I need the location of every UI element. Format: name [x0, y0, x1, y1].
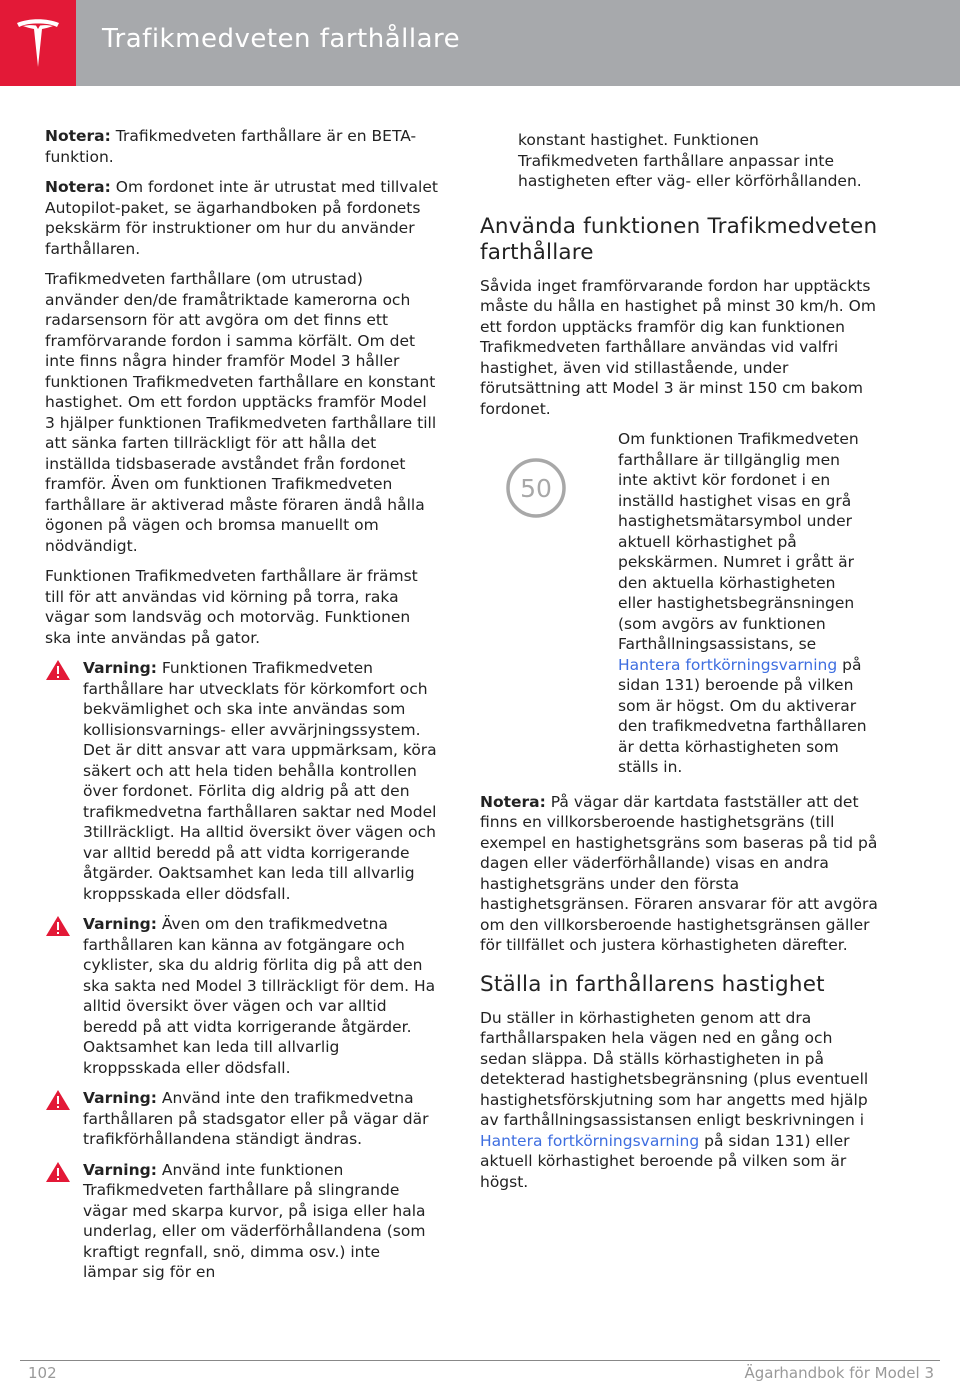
footer-divider — [20, 1360, 940, 1361]
warning-text: Använd inte funktionen Trafikmedveten farthållare på slingrande vägar med skarpa kurvor, på isiga eller hala underlag, eller om väderförhållandena (som kraftigt regnfall, snö, dimma osv.) inte lämpar sig för en — [83, 1160, 426, 1281]
warning-block — [45, 914, 440, 1078]
warning-label: Varning: — [83, 915, 157, 933]
manual-title: Ägarhandbok för Model 3 — [744, 1364, 934, 1382]
warning-block — [45, 1160, 440, 1283]
page-number: 102 — [28, 1364, 57, 1382]
speeding-warning-link[interactable]: Hantera fortkörningsvarning — [480, 1131, 700, 1150]
note-text: Om fordonet inte är utrustat med tillvalet Autopilot-paket, se ägarhandboken på fordonets pekskärm för instruktioner om hur du använder farthållaren. — [45, 178, 438, 258]
note-label: Notera: — [45, 127, 111, 145]
warning-label: Varning: — [83, 659, 157, 677]
set-speed-paragraph: Du ställer in körhastigheten genom att dra farthållarspaken hela vägen ned en gång och sedan släppa. Då ställs körhastigheten in på detekterad hastighetsbegränsning (plus eventuell hastighetsförskjutning som har angetts med hjälp av farthållningsassistansen enligt beskrivningen i Hantera fortkörningsvarning på sidan 131) eller aktuell körhastighet beroende på vilken som är högst. — [480, 1008, 869, 1191]
section-heading-using: Använda funktionen Trafikmedveten farthållare — [480, 213, 878, 265]
page-header — [0, 0, 960, 86]
warning-text: Använd inte den trafikmedvetna farthållaren på stadsgator eller på vägar där trafikförhållandena ständigt ändras. — [83, 1089, 429, 1148]
speed-indicator-block — [480, 429, 880, 778]
page-title: Trafikmedveten farthållare — [102, 24, 461, 54]
warning-label: Varning: — [83, 1089, 157, 1107]
right-column — [480, 130, 880, 1202]
note-label: Notera: — [480, 792, 546, 811]
speed-value: 50 — [520, 474, 552, 503]
warning-text: Även om den trafikmedvetna farthållaren kan känna av fotgängare och cyklister, ska du aldrig förlita dig på att den ska sakta ned Model 3 tillräckligt för dem. Ha alltid översikt över vägen och var alltid beredd på att vidta korrigerande åtgärder. Oaktsamhet kan leda till allvarlig kroppsskada eller dödsfall. — [83, 915, 436, 1077]
note-beta — [45, 126, 440, 167]
continued-text: konstant hastighet. Funktionen Trafikmedveten farthållare anpassar inte hastigheten efter väg- eller körförhållanden. — [518, 131, 862, 190]
note-conditional-limit — [480, 792, 880, 956]
warning-icon — [45, 659, 71, 681]
warning-icon — [45, 1089, 71, 1111]
intro-paragraph: Trafikmedveten farthållare (om utrustad) använder den/de framåtriktade kamerorna och radarsensorn för att avgöra om det finns ett framförvarande fordon i samma körfält. Om det inte finns några hinder framför Model 3 håller funktionen Trafikmedveten farthållare en konstant hastighet. Om ett fordon upptäcks framför Model 3 hjälper funktionen Trafikmedveten farthållare till att sänka farten tillräckligt för att hålla det inställda tidsbaserade avståndet från fordonet framför. Även om funktionen Trafikmedveten farthållare är aktiverad måste föraren ändå hålla ögonen på vägen och bromsa manuellt om nödvändigt. — [45, 270, 437, 555]
note-text: På vägar där kartdata fastställer att det finns en villkorsberoende hastighetsgräns (till exempel en hastighetsgräns som baseras på tid på dagen eller väderförhållande) visas en andra hastighetsgräns under den första hastighetsgränsen. Föraren ansvarar för att avgöra om den villkorsberoende hastighetsgränsen gäller för tillfället och justera körhastigheten därefter. — [480, 792, 878, 954]
using-paragraph: Såvida inget framförvarande fordon har upptäckts måste du hålla en hastighet på minst 30 km/h. Om ett fordon upptäcks framför dig kan funktionen Trafikmedveten farthållare användas vid valfri hastighet, även vid stillastående, under förutsättning att Model 3 är minst 150 cm bakom fordonet. — [480, 276, 876, 418]
warning-block — [45, 1088, 440, 1150]
tesla-logo — [0, 0, 76, 86]
tesla-logo-icon — [15, 17, 61, 69]
warning-label: Varning: — [83, 1160, 157, 1179]
warning-icon — [45, 1161, 71, 1183]
speeding-warning-link[interactable]: Hantera fortkörningsvarning — [618, 655, 838, 674]
warning-text: Funktionen Trafikmedveten farthållare har utvecklats för körkomfort och bekvämlighet och ska inte användas som kollisionsvarnings- eller avvärjningssystem. Det är ditt ansvar att vara uppmärksam, köra säkert och att hela tiden behålla kontrollen över fordonet. Förlita dig aldrig på att den trafikmedvetna farthållaren saktar ned Model 3tillräckligt. Ha alltid översikt över vägen och var alltid beredd på att vidta korrigerande åtgärder. Oaktsamhet kan leda till allvarlig kroppsskada eller dödsfall. — [83, 659, 437, 903]
speed-description: Om funktionen Trafikmedveten farthållare är tillgänglig men inte aktivt kör fordonet i en inställd hastighet visas en grå hastighetsmätarsymbol under aktuell körhastighet på pekskärmen. Numret i grått är den aktuella körhastigheten eller hastighetsbegränsningen (som avgörs av funktionen Farthållningsassistans, se Hantera fortkörningsvarning på sidan 131) beroende på vilken som är högst. Om du aktiverar den trafikmedvetna farthållaren är detta körhastigheten som ställs in. — [618, 430, 867, 776]
section-heading-set-speed: Ställa in farthållarens hastighet — [480, 971, 825, 997]
warning-block — [45, 658, 440, 904]
note-autopilot — [45, 177, 440, 259]
note-text: Trafikmedveten farthållare är en BETA-funktion. — [45, 127, 417, 166]
left-column — [45, 126, 440, 1293]
speedometer-icon — [505, 457, 567, 519]
usage-paragraph: Funktionen Trafikmedveten farthållare är främst till för att användas vid körning på torra, raka vägar som landsväg och motorväg. Funktionen ska inte användas på gator. — [45, 567, 418, 647]
note-label: Notera: — [45, 178, 111, 196]
warning-icon — [45, 915, 71, 937]
